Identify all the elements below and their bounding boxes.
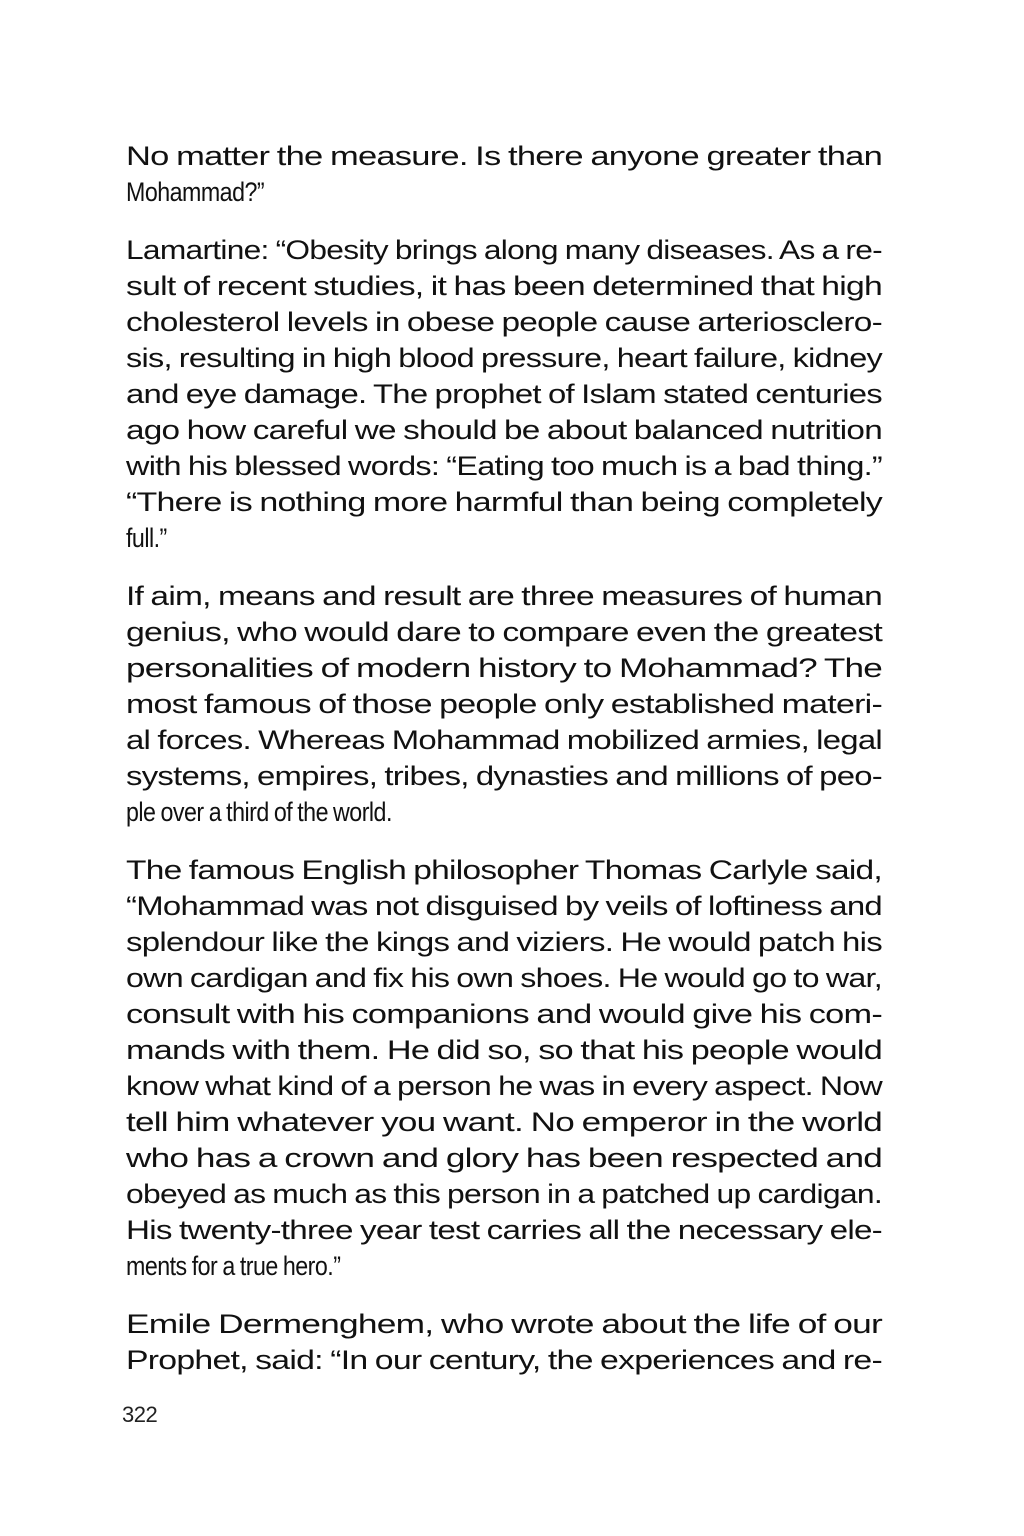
text-line-content: systems, empires, tribes, dynasties and millions of peo-	[126, 761, 882, 791]
text-line-content: full.”	[126, 523, 167, 553]
text-line-content: genius, who would dare to compare even the greatest	[126, 617, 882, 647]
text-line-content: If aim, means and result are three measures of human	[126, 581, 882, 611]
text-line	[126, 340, 882, 376]
text-line	[126, 232, 882, 268]
text-line	[126, 888, 882, 924]
paragraph-5-dermenghem	[126, 1306, 882, 1378]
text-line-content: “Mohammad was not disguised by veils of loftiness and	[126, 891, 882, 921]
text-line	[126, 578, 882, 614]
text-line-content: tell him whatever you want. No emperor in the world	[126, 1107, 882, 1137]
text-line	[126, 412, 882, 448]
text-line	[126, 758, 882, 794]
text-line	[126, 960, 882, 996]
text-line-content: with his blessed words: “Eating too much is a bad thing.”	[126, 451, 882, 481]
text-line-content: al forces. Whereas Mohammad mobilized armies, legal	[126, 725, 882, 755]
text-line	[126, 1104, 882, 1140]
text-line-content: sult of recent studies, it has been determined that high	[126, 271, 882, 301]
text-line	[126, 852, 882, 888]
paragraph-4-carlyle	[126, 852, 882, 1284]
text-line	[126, 1176, 882, 1212]
text-line-content: cholesterol levels in obese people cause arteriosclero-	[126, 307, 882, 337]
text-line	[126, 794, 882, 830]
text-line-content: splendour like the kings and viziers. He would patch his	[126, 927, 882, 957]
text-line-content: ago how careful we should be about balanced nutrition	[126, 415, 882, 445]
page-body	[126, 138, 882, 1400]
text-line	[126, 376, 882, 412]
text-line-content: obeyed as much as this person in a patched up cardigan.	[126, 1179, 882, 1209]
text-line	[126, 650, 882, 686]
text-line	[126, 304, 882, 340]
page-number: 322	[122, 1402, 158, 1427]
text-line	[126, 174, 882, 210]
text-line	[126, 722, 882, 758]
text-line-content: ple over a third of the world.	[126, 797, 392, 827]
text-line	[126, 1068, 882, 1104]
text-line-content: Emile Dermenghem, who wrote about the life of our	[126, 1309, 882, 1339]
text-line	[126, 448, 882, 484]
text-line-content: personalities of modern history to Mohammad? The	[126, 653, 882, 683]
text-line-content: ments for a true hero.”	[126, 1251, 341, 1281]
text-line-content: most famous of those people only established materi-	[126, 689, 882, 719]
text-line-content: Prophet, said: “In our century, the experiences and re-	[126, 1345, 883, 1375]
text-line	[126, 1212, 882, 1248]
text-line-content: sis, resulting in high blood pressure, heart failure, kidney	[126, 343, 882, 373]
paragraph-2-lamartine	[126, 232, 882, 556]
text-line-content: know what kind of a person he was in every aspect. Now	[126, 1071, 882, 1101]
text-line	[126, 138, 882, 174]
text-line	[126, 924, 882, 960]
text-line-content: mands with them. He did so, so that his people would	[126, 1035, 882, 1065]
text-line-content: His twenty-three year test carries all the necessary ele-	[126, 1215, 882, 1245]
text-line-content: “There is nothing more harmful than being completely	[126, 487, 882, 517]
text-line-content: who has a crown and glory has been respected and	[126, 1143, 882, 1173]
text-line-content: consult with his companions and would give his com-	[126, 999, 882, 1029]
text-line	[126, 996, 882, 1032]
text-line-content: The famous English philosopher Thomas Carlyle said,	[126, 855, 882, 885]
text-line	[126, 1306, 882, 1342]
text-line	[126, 268, 882, 304]
text-line-content: Mohammad?”	[126, 177, 265, 207]
text-line-content: own cardigan and fix his own shoes. He would go to war,	[126, 963, 882, 993]
text-line-content: Lamartine: “Obesity brings along many diseases. As a re-	[126, 235, 882, 265]
text-line	[126, 520, 882, 556]
paragraph-1	[126, 138, 882, 210]
text-line	[126, 686, 882, 722]
paragraph-3-human-genius	[126, 578, 882, 830]
text-line	[126, 614, 882, 650]
text-line-content: and eye damage. The prophet of Islam stated centuries	[126, 379, 882, 409]
text-line	[126, 484, 882, 520]
text-line-content: No matter the measure. Is there anyone greater than	[126, 141, 882, 171]
text-line	[126, 1032, 882, 1068]
text-line	[126, 1140, 882, 1176]
text-line	[126, 1342, 882, 1378]
text-line	[126, 1248, 882, 1284]
